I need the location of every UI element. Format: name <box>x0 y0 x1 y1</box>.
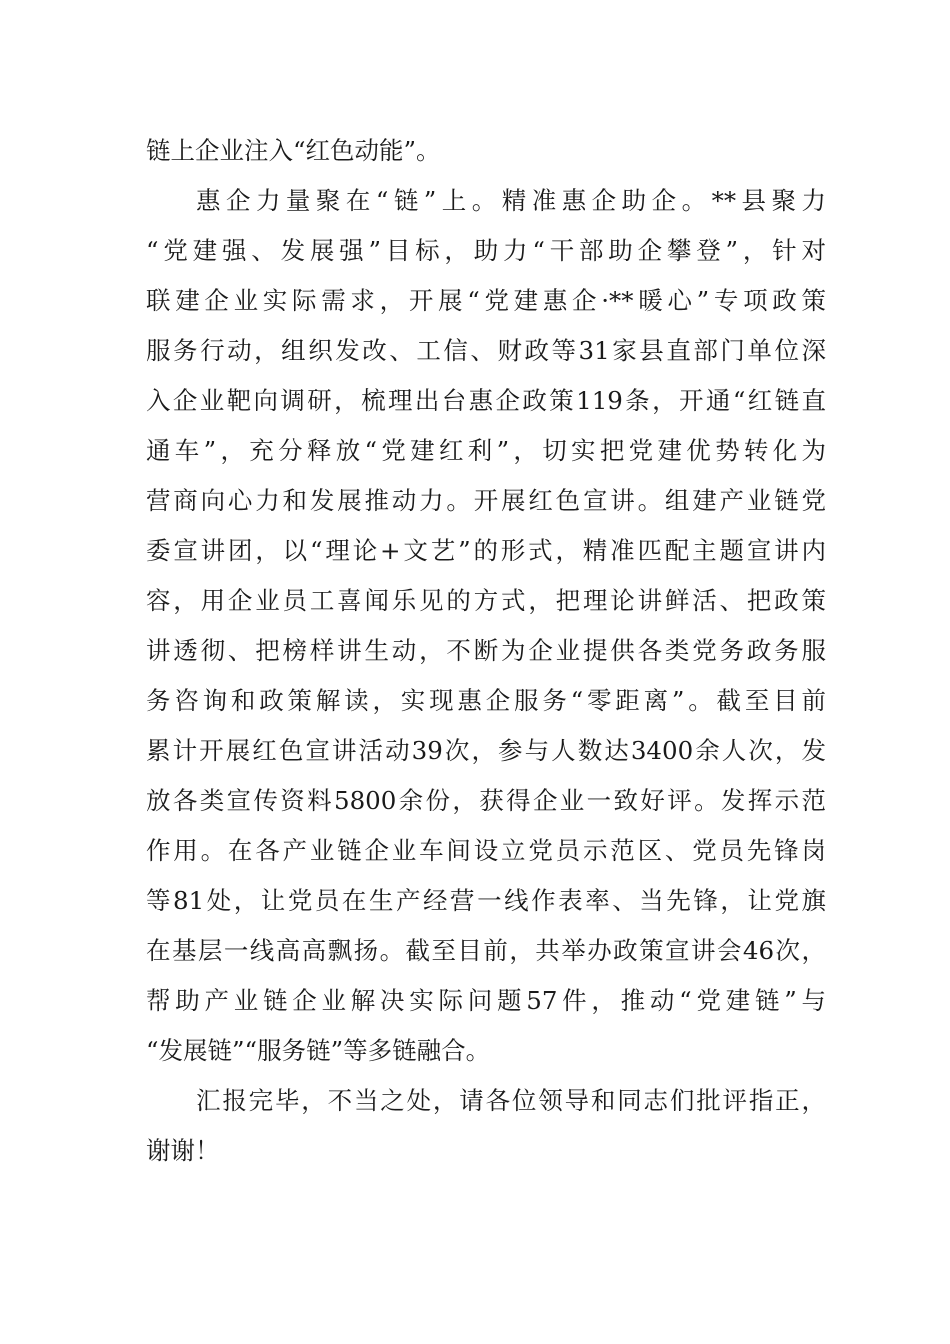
text-line: 在基层一线高高飘扬。截至目前，共举办政策宣讲会46次， <box>146 936 826 965</box>
text-line: 帮助产业链企业解决实际问题57件，推动“党建链”与 <box>146 986 826 1015</box>
body-text <box>146 126 826 1176</box>
text-line: 委宣讲团，以“理论+文艺”的形式，精准匹配主题宣讲内 <box>146 536 826 565</box>
text-line: “党建强、发展强”目标，助力“干部助企攀登”，针对 <box>146 236 826 265</box>
text-line: 累计开展红色宣讲活动39次，参与人数达3400余人次，发 <box>146 736 826 765</box>
text-line: 作用。在各产业链企业车间设立党员示范区、党员先锋岗 <box>146 836 826 865</box>
text-line: 谢谢！ <box>146 1136 220 1165</box>
text-line: 通车”，充分释放“党建红利”，切实把党建优势转化为 <box>146 436 826 465</box>
text-line: 入企业靶向调研，梳理出台惠企政策119条，开通“红链直 <box>146 386 826 415</box>
text-line: 链上企业注入“红色动能”。 <box>146 136 441 165</box>
text-line: 营商向心力和发展推动力。开展红色宣讲。组建产业链党 <box>146 486 826 515</box>
text-line: 惠企力量聚在“链”上。精准惠企助企。**县聚力 <box>196 186 826 215</box>
text-line: 联建企业实际需求，开展“党建惠企·**暖心”专项政策 <box>146 286 826 315</box>
text-line: 容，用企业员工喜闻乐见的方式，把理论讲鲜活、把政策 <box>146 586 826 615</box>
text-line: 服务行动，组织发改、工信、财政等31家县直部门单位深 <box>146 336 826 365</box>
text-line: 汇报完毕，不当之处，请各位领导和同志们批评指正， <box>196 1086 826 1115</box>
text-line: 务咨询和政策解读，实现惠企服务“零距离”。截至目前 <box>146 686 826 715</box>
text-line: 讲透彻、把榜样讲生动，不断为企业提供各类党务政务服 <box>146 636 826 665</box>
text-line: 等81处，让党员在生产经营一线作表率、当先锋，让党旗 <box>146 886 826 915</box>
text-line: “发展链”“服务链”等多链融合。 <box>146 1036 491 1065</box>
text-line: 放各类宣传资料5800余份，获得企业一致好评。发挥示范 <box>146 786 826 815</box>
